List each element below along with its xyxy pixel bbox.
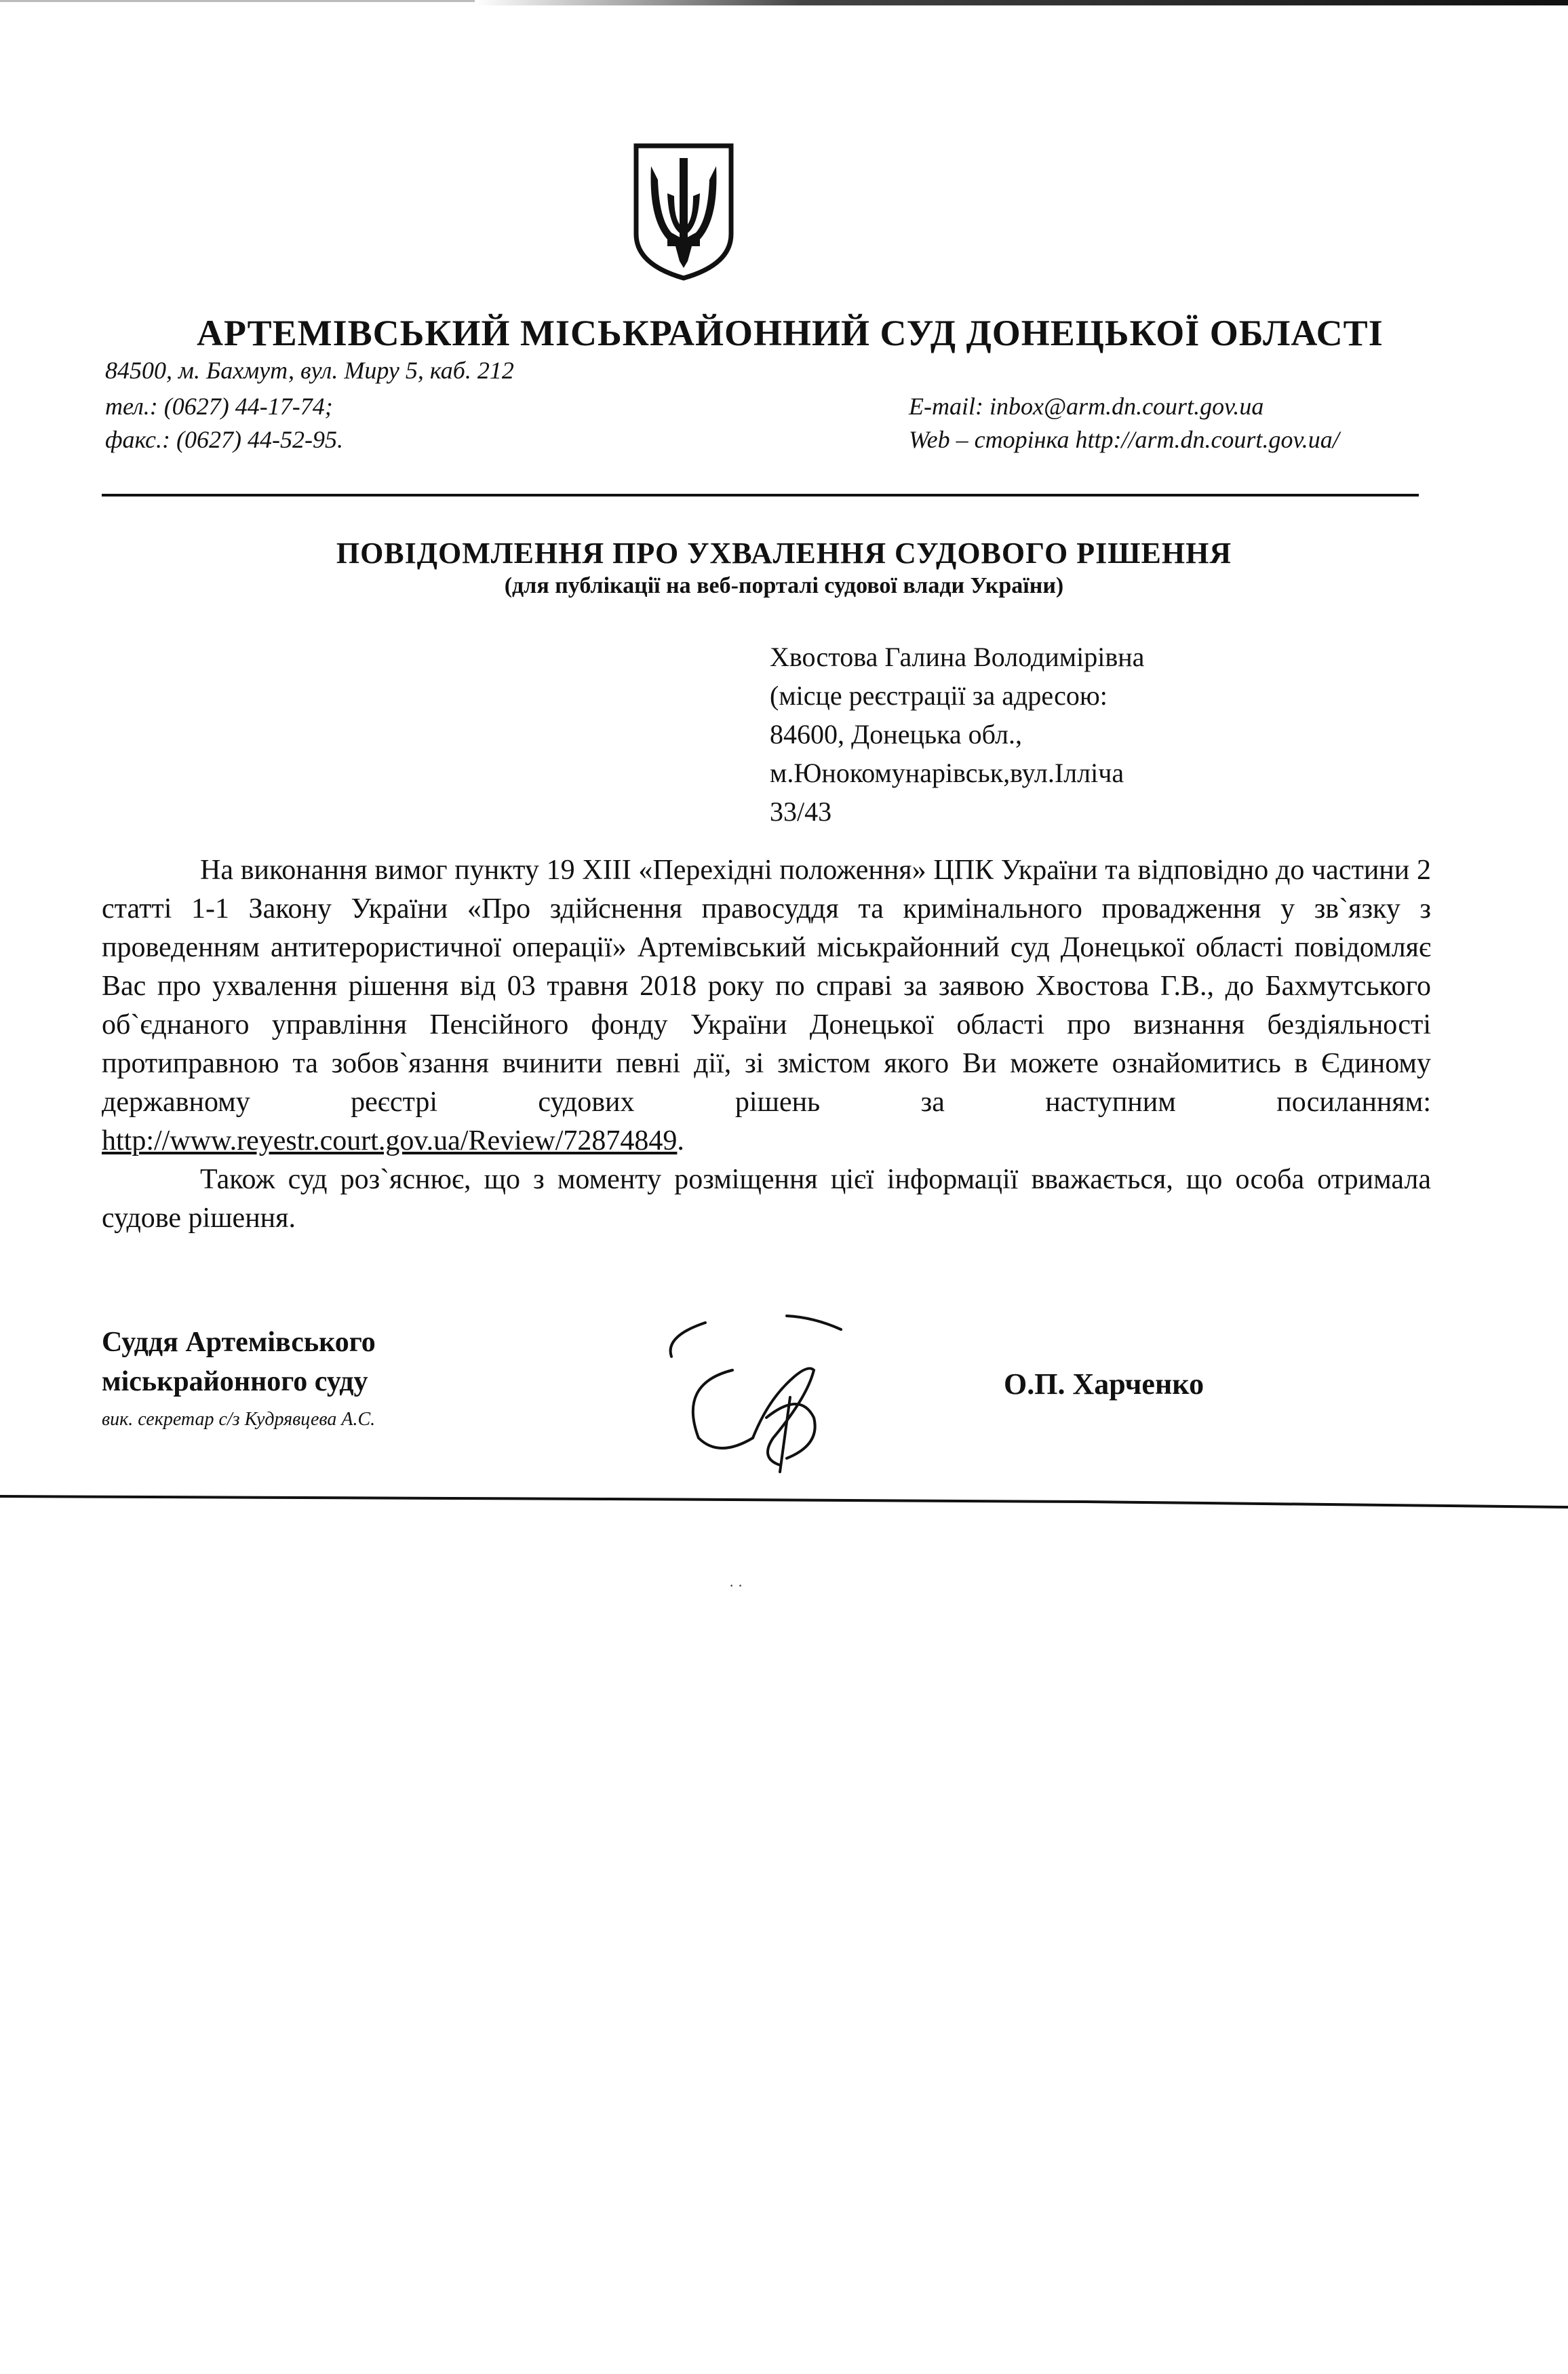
court-fax: факс.: (0627) 44-52-95. xyxy=(105,426,343,453)
body-paragraph: Також суд роз`яснює, що з моменту розміщення цієї інформації вважається, що особа отримала судове рішення. xyxy=(102,1164,1431,1234)
notice-title: ПОВІДОМЛЕННЯ ПРО УХВАЛЕННЯ СУДОВОГО РІШЕННЯ xyxy=(336,537,1232,570)
court-email: E-mail: inbox@arm.dn.court.gov.ua xyxy=(909,393,1264,420)
body-paragraph-text: На виконання вимог пункту 19 ХІІІ «Перехідні положення» ЦПК України та відповідно до частини 2 статті 1-1 Закону України «Про здійснення правосуддя та кримінального провадження у зв`язку з проведенням антитерористичної операції» Артемівський міськрайонний суд Донецької області повідомляє Вас про ухвалення рішення від 03 травня 2018 року по справі за заявою Хвостова Г.В., до Бахмутського об`єднаного управління Пенсійного фонду України Донецької області про визнання бездіяльності протиправною та зобов`язання вчинити певні дії, зі змістом якого Ви можете ознайомитись в Єдиному державному реєстрі судових рішень за наступним посиланням: xyxy=(102,855,1431,1118)
registry-link[interactable]: http://www.reyestr.court.gov.ua/Review/72874849 xyxy=(102,1125,678,1156)
recipient-line: Хвостова Галина Володимірівна xyxy=(770,642,1145,672)
court-website: Web – сторінка http://arm.dn.court.gov.ua/ xyxy=(909,426,1339,453)
judge-name: О.П. Харченко xyxy=(1004,1367,1204,1401)
judge-title-line: міськрайонного суду xyxy=(102,1366,368,1397)
scan-specks: · · xyxy=(729,1577,743,1594)
judge-title xyxy=(102,1323,376,1401)
recipient-line: м.Юнокомунарівськ,вул.Ілліча xyxy=(770,758,1124,788)
notice-body xyxy=(102,851,1431,1238)
handwritten-signature xyxy=(651,1302,922,1479)
scan-edge-artifact xyxy=(0,0,475,2)
recipient-line: 33/43 xyxy=(770,796,832,827)
judge-title-line: Суддя Артемівського xyxy=(102,1327,376,1358)
recipient-line: (місце реєстрації за адресою: xyxy=(770,680,1108,711)
body-paragraph-end: . xyxy=(677,1125,684,1156)
scan-edge-artifact xyxy=(475,0,1568,5)
recipient-line: 84600, Донецька обл., xyxy=(770,719,1022,750)
notice-subtitle: (для публікації на веб-порталі судової влади України) xyxy=(504,573,1064,598)
footer-divider xyxy=(0,1492,1568,1509)
trident-emblem-icon xyxy=(629,139,738,281)
court-phone: тел.: (0627) 44-17-74; xyxy=(105,393,333,420)
court-address: 84500, м. Бахмут, вул. Миру 5, каб. 212 xyxy=(105,357,514,384)
court-name: АРТЕМІВСЬКИЙ МІСЬКРАЙОННИЙ СУД ДОНЕЦЬКОЇ ОБЛАСТІ xyxy=(197,313,1384,353)
header-divider xyxy=(102,494,1419,497)
body-paragraph xyxy=(102,851,1431,1161)
recipient-block xyxy=(770,638,1144,831)
secretary-note: вик. секретар с/з Кудрявцева А.С. xyxy=(102,1409,376,1430)
